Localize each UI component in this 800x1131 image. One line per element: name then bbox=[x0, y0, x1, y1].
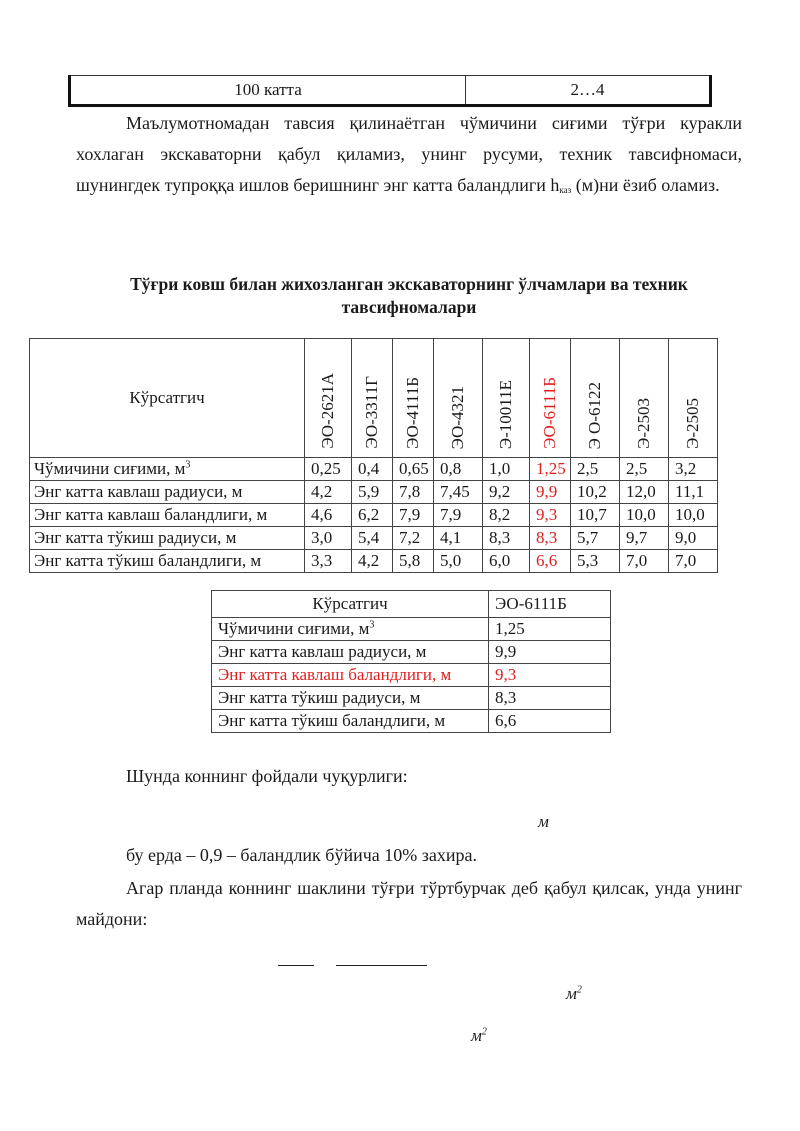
model-header-cell bbox=[620, 339, 669, 458]
value-cell: 10,0 bbox=[620, 504, 669, 527]
table-row bbox=[30, 458, 718, 481]
value-cell: 4,1 bbox=[434, 527, 483, 550]
model-name: ЭО-2621А bbox=[318, 373, 337, 449]
row-label bbox=[30, 504, 305, 527]
value-cell: 5,8 bbox=[393, 550, 434, 573]
value-cell: 0,65 bbox=[393, 458, 434, 481]
intro-text-end: (м)ни ёзиб оламиз. bbox=[571, 175, 720, 195]
table-row bbox=[212, 618, 611, 641]
value-cell: 9,3 bbox=[489, 664, 611, 687]
value-cell: 3,0 bbox=[305, 527, 352, 550]
row-label-text: Энг катта кавлаш баландлиги, м bbox=[34, 505, 268, 524]
table-header-row bbox=[212, 591, 611, 618]
value-cell: 7,9 bbox=[434, 504, 483, 527]
value-cell: 2,5 bbox=[620, 458, 669, 481]
intro-text: Маълумотномадан тавсия қилинаётган чўмичини сиғими тўғри куракли хохлаган экскаваторни қабул қиламиз, унинг русуми, техник тавсифномаси, шунингдек тупроққа ишлов беришнинг энг катта баландлиги h bbox=[76, 113, 742, 195]
table-row bbox=[30, 527, 718, 550]
model-name: ЭО-4111Б bbox=[403, 377, 422, 449]
value-cell: 4,6 bbox=[305, 504, 352, 527]
row-label-text: Энг катта тўкиш баландлиги, м bbox=[218, 711, 446, 730]
table-header-row bbox=[30, 339, 718, 458]
plan-paragraph: Агар планда коннинг шаклини тўғри тўртбурчак деб қабул қилсак, унда унинг майдони: bbox=[76, 878, 742, 929]
row-label bbox=[212, 618, 489, 641]
unit-exponent: 2 bbox=[576, 984, 582, 996]
table-row bbox=[30, 504, 718, 527]
row-label-text: Чўмичини сиғими, м bbox=[218, 619, 370, 638]
value-cell: 5,7 bbox=[571, 527, 620, 550]
value-cell: 9,9 bbox=[530, 481, 571, 504]
value-cell: 0,8 bbox=[434, 458, 483, 481]
value-cell: 9,3 bbox=[530, 504, 571, 527]
row-label bbox=[30, 550, 305, 573]
row-label bbox=[212, 710, 489, 733]
table-row bbox=[30, 550, 718, 573]
unit-exponent: 3 bbox=[185, 459, 191, 471]
header-label-cell: Кўрсатгич bbox=[212, 591, 489, 618]
value-cell: 10,7 bbox=[571, 504, 620, 527]
fraction-line bbox=[278, 965, 314, 966]
model-name: Э-2503 bbox=[634, 398, 653, 449]
value-cell: 7,45 bbox=[434, 481, 483, 504]
value-cell: 0,25 bbox=[305, 458, 352, 481]
row-label bbox=[30, 527, 305, 550]
table-cell: 2…4 bbox=[466, 76, 711, 106]
table-row bbox=[212, 687, 611, 710]
value-cell: 4,2 bbox=[352, 550, 393, 573]
table-row bbox=[30, 481, 718, 504]
model-header-cell bbox=[434, 339, 483, 458]
model-header-cell bbox=[669, 339, 718, 458]
model-header-cell bbox=[352, 339, 393, 458]
value-cell: 7,0 bbox=[620, 550, 669, 573]
value-cell: 1,25 bbox=[530, 458, 571, 481]
table-cell: 100 катта bbox=[70, 76, 466, 106]
value-cell: 8,3 bbox=[483, 527, 530, 550]
value-cell: 5,9 bbox=[352, 481, 393, 504]
model-name: ЭО-6111Б bbox=[540, 377, 559, 449]
row-label-text: Энг катта тўкиш радиуси, м bbox=[218, 688, 421, 707]
value-cell: 6,6 bbox=[489, 710, 611, 733]
value-cell: 10,2 bbox=[571, 481, 620, 504]
formula-unit-m: м bbox=[538, 812, 549, 831]
value-cell: 9,0 bbox=[669, 527, 718, 550]
value-cell: 8,3 bbox=[489, 687, 611, 710]
table-heading: Тўғри ковш билан жихозланган экскаваторнинг ўлчамлари ва техник тавсифномалари bbox=[130, 274, 688, 317]
value-cell: 9,9 bbox=[489, 641, 611, 664]
value-cell: 8,2 bbox=[483, 504, 530, 527]
model-name: ЭО-3311Г bbox=[362, 376, 381, 449]
header-model-cell: ЭО-6111Б bbox=[489, 591, 611, 618]
model-name: Э-2505 bbox=[683, 398, 702, 449]
row-label bbox=[212, 664, 489, 687]
value-cell: 5,3 bbox=[571, 550, 620, 573]
fraction-line bbox=[336, 965, 427, 966]
value-cell: 0,4 bbox=[352, 458, 393, 481]
useful-depth-text: Шунда коннинг фойдали чуқурлиги: bbox=[126, 766, 408, 786]
value-cell: 1,25 bbox=[489, 618, 611, 641]
previous-table-fragment bbox=[68, 75, 712, 107]
table-row bbox=[212, 664, 611, 687]
value-cell: 6,0 bbox=[483, 550, 530, 573]
model-header-cell bbox=[530, 339, 571, 458]
value-cell: 12,0 bbox=[620, 481, 669, 504]
value-cell: 5,0 bbox=[434, 550, 483, 573]
model-name: ЭО-4321 bbox=[448, 385, 467, 449]
value-cell: 4,2 bbox=[305, 481, 352, 504]
value-cell: 8,3 bbox=[530, 527, 571, 550]
value-cell: 2,5 bbox=[571, 458, 620, 481]
value-cell: 1,0 bbox=[483, 458, 530, 481]
value-cell: 10,0 bbox=[669, 504, 718, 527]
value-cell: 5,4 bbox=[352, 527, 393, 550]
model-header-cell bbox=[483, 339, 530, 458]
row-label-text: Чўмичини сиғими, м bbox=[34, 459, 186, 478]
model-header-cell bbox=[305, 339, 352, 458]
model-name: Э-10011Е bbox=[496, 379, 515, 449]
row-label-text: Энг катта кавлаш радиуси, м bbox=[218, 642, 427, 661]
formula-unit-m2 bbox=[471, 1026, 487, 1046]
value-cell: 7,0 bbox=[669, 550, 718, 573]
unit-m: м bbox=[566, 984, 577, 1003]
table-row bbox=[212, 710, 611, 733]
row-label-text: Энг катта тўкиш радиуси, м bbox=[34, 528, 237, 547]
table-row bbox=[212, 641, 611, 664]
value-cell: 3,2 bbox=[669, 458, 718, 481]
value-cell: 7,8 bbox=[393, 481, 434, 504]
row-label bbox=[212, 641, 489, 664]
unit-m: м bbox=[471, 1026, 482, 1045]
unit-exponent: 2 bbox=[481, 1026, 487, 1038]
table-row bbox=[70, 76, 711, 106]
value-cell: 9,7 bbox=[620, 527, 669, 550]
value-cell: 7,2 bbox=[393, 527, 434, 550]
model-name: Э О-6122 bbox=[585, 381, 604, 449]
value-cell: 6,2 bbox=[352, 504, 393, 527]
row-label-text: Энг катта кавлаш радиуси, м bbox=[34, 482, 243, 501]
model-header-cell bbox=[571, 339, 620, 458]
model-header-cell bbox=[393, 339, 434, 458]
value-cell: 7,9 bbox=[393, 504, 434, 527]
value-cell: 9,2 bbox=[483, 481, 530, 504]
row-label-text: Энг катта тўкиш баландлиги, м bbox=[34, 551, 262, 570]
subscript-kaz: каз bbox=[559, 185, 572, 195]
value-cell: 6,6 bbox=[530, 550, 571, 573]
row-label bbox=[30, 458, 305, 481]
value-cell: 11,1 bbox=[669, 481, 718, 504]
reserve-text: бу ерда – 0,9 – баландлик бўйича 10% захира. bbox=[126, 845, 477, 865]
selected-excavator-table bbox=[211, 590, 611, 733]
intro-paragraph bbox=[76, 108, 742, 206]
value-cell: 3,3 bbox=[305, 550, 352, 573]
row-label-text: Энг катта кавлаш баландлиги, м bbox=[218, 665, 452, 684]
excavator-specs-table bbox=[29, 338, 718, 573]
formula-unit-m2 bbox=[566, 984, 582, 1004]
row-label bbox=[212, 687, 489, 710]
unit-exponent: 3 bbox=[369, 619, 375, 631]
header-label-cell: Кўрсатгич bbox=[30, 339, 305, 458]
row-label bbox=[30, 481, 305, 504]
